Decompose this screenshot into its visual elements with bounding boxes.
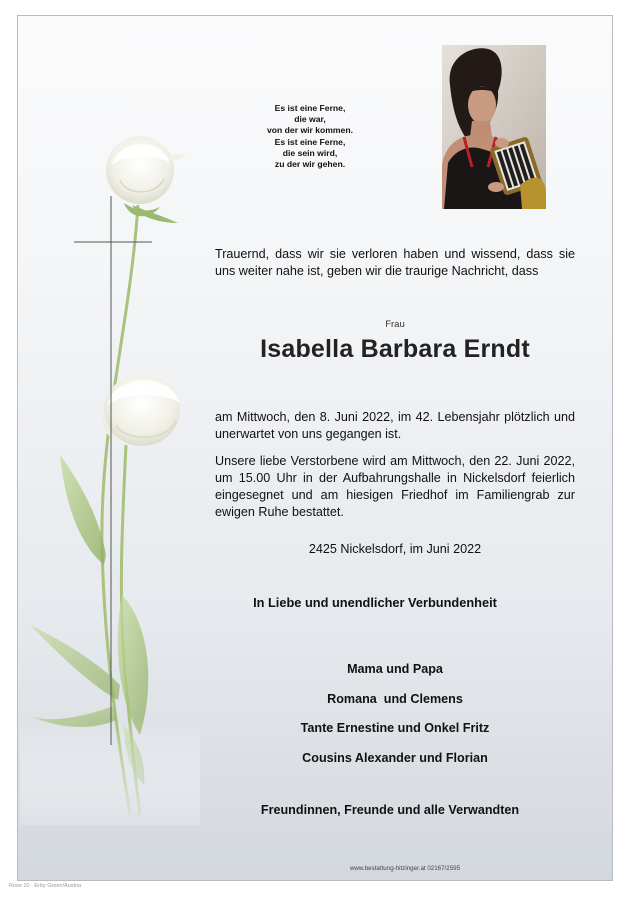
deceased-name: Isabella Barbara Erndt — [260, 335, 530, 363]
portrait-photo — [442, 45, 546, 209]
poem-line: Es ist eine Ferne, — [274, 136, 346, 147]
template-stamp: Rose 10 · Erby Green/Austria — [9, 883, 82, 889]
white-roses-illustration — [20, 125, 200, 825]
mourner-entry: Cousins Alexander und Florian — [302, 751, 488, 766]
poem-line: von der wir kommen. — [267, 125, 353, 136]
salutation: Frau — [385, 319, 405, 330]
poem-line: zu der wir gehen. — [274, 159, 346, 170]
mourner-entry: Mama und Papa — [347, 662, 443, 676]
poem — [230, 103, 390, 170]
death-notice-text: am Mittwoch, den 8. Juni 2022, im 42. Lebensjahr plötzlich und unerwartet von uns gegangen ist. — [215, 410, 575, 441]
closing-line: In Liebe und unendlicher Verbundenheit — [253, 595, 497, 610]
mourner-entry: Tante Ernestine und Onkel Fritz — [300, 721, 490, 736]
funeral-home-footer: www.bestattung-hitzinger.at 02167/2595 — [349, 865, 461, 872]
mourners-list — [230, 655, 560, 774]
mourner-entry: Romana und Clemens — [327, 691, 463, 706]
poem-line: Es ist eine Ferne, — [274, 103, 346, 113]
poem-line: die war, — [294, 114, 326, 125]
funeral-details-text: Unsere liebe Verstorbene wird am Mittwoch, den 22. Juni 2022, um 15.00 Uhr in der Aufbahrungshalle in Nickelsdorf feierlich eingesegnet und am hiesigen Friedhof im Familiengrab zur ewigen Ruhe bestattet. — [215, 454, 575, 519]
friends-line: Freundinnen, Freunde und alle Verwandten — [260, 803, 520, 817]
intro-text: Trauernd, dass wir sie verloren haben und wissend, dass sie uns weiter nahe ist, geben wir die traurige Nachricht, dass — [215, 247, 575, 278]
poem-line: die sein wird, — [282, 147, 338, 158]
place-date: 2425 Nickelsdorf, im Juni 2022 — [308, 542, 482, 556]
